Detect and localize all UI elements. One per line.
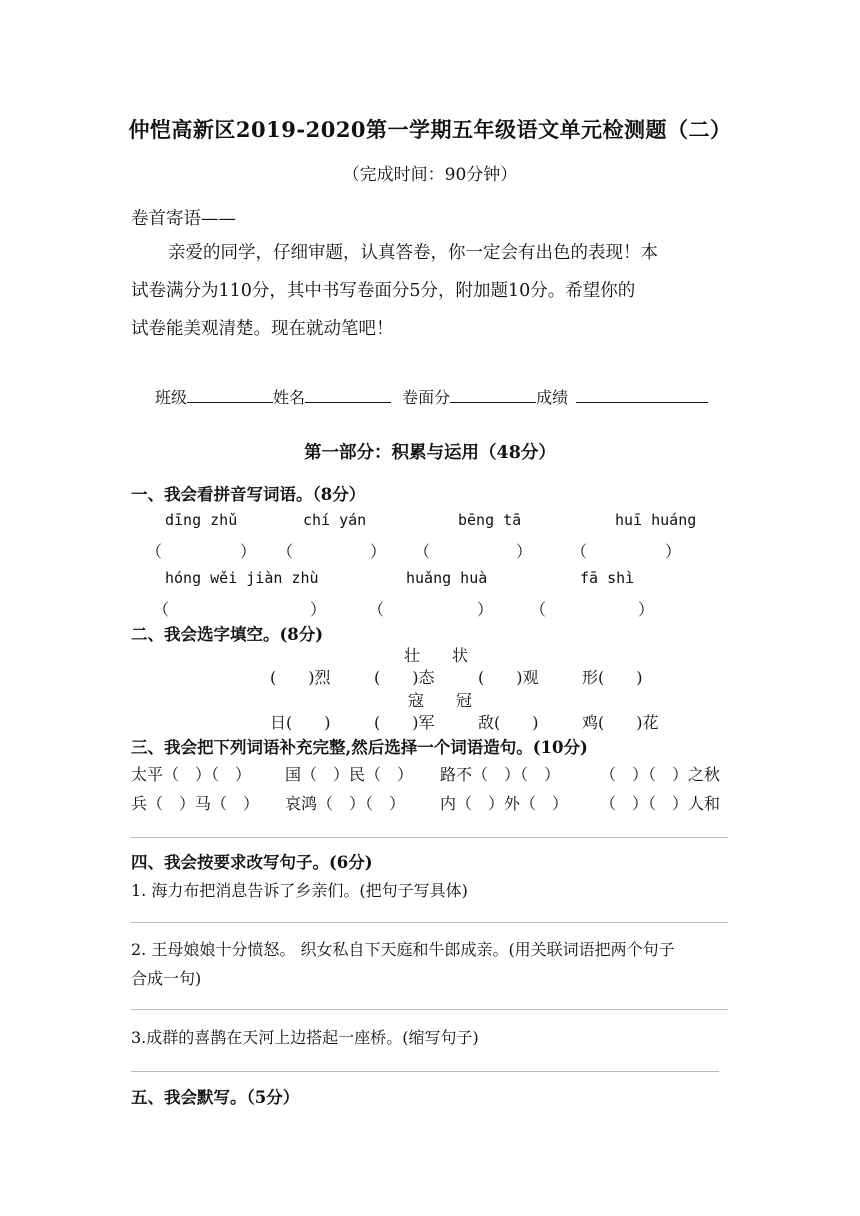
- answer-box-5-close: ）: [310, 600, 327, 619]
- q2-blank-1[interactable]: ( )烈: [270, 668, 331, 687]
- q2-choice-1: 壮 状: [404, 646, 469, 665]
- answer-box-6-close: ）: [477, 600, 494, 619]
- answer-box-7-open: （: [530, 600, 547, 619]
- q3-idiom-1[interactable]: 太平（ ）（ ）: [131, 765, 252, 784]
- q4-item-1: 1. 海力布把消息告诉了乡亲们。(把句子写具体): [131, 881, 468, 900]
- q2-choice-2: 寇 冠: [408, 691, 473, 710]
- score-label: 成绩: [536, 388, 569, 407]
- pinyin-5: hóng wěi jiàn zhù: [165, 569, 319, 587]
- q2-blank-7[interactable]: 敌( ): [478, 713, 539, 732]
- name-blank[interactable]: [305, 386, 391, 403]
- pinyin-7: fā shì: [580, 569, 635, 587]
- q2-blank-2[interactable]: ( )态: [374, 668, 435, 687]
- q2-blank-5[interactable]: 日( ): [270, 713, 331, 732]
- q3-idiom-7[interactable]: 内（ ）外（ ）: [440, 794, 569, 813]
- preface-heading: 卷首寄语——: [131, 209, 236, 229]
- pinyin-3: bēng tā: [458, 511, 522, 529]
- q4-item-2-line-2: 合成一句): [131, 969, 202, 988]
- exam-duration: （完成时间：90分钟）: [342, 165, 518, 185]
- q3-answer-line[interactable]: [131, 837, 728, 838]
- q4-heading: 四、我会按要求改写句子。(6分): [131, 853, 373, 872]
- class-label: 班级: [155, 388, 188, 407]
- answer-box-7-close: ）: [638, 600, 655, 619]
- neatness-label: 卷面分: [402, 388, 451, 407]
- answer-box-1-close: ）: [240, 542, 257, 561]
- exam-title: 仲恺高新区2019-2020第一学期五年级语文单元检测题（二）: [128, 117, 732, 142]
- preface-line-1: 亲爱的同学，仔细审题，认真答卷，你一定会有出色的表现！本: [168, 243, 658, 263]
- q4-item-3: 3.成群的喜鹊在天河上边搭起一座桥。(缩写句子): [131, 1028, 479, 1047]
- answer-box-4-open: （: [571, 542, 588, 561]
- q2-blank-8[interactable]: 鸡( )花: [582, 713, 659, 732]
- preface-line-2: 试卷满分为110分，其中书写卷面分5分，附加题10分。希望你的: [131, 281, 636, 301]
- q3-idiom-6[interactable]: 哀鸿（ ）（ ）: [285, 794, 406, 813]
- q1-heading: 一、我会看拼音写词语。（8分）: [131, 485, 366, 504]
- class-blank[interactable]: [187, 386, 273, 403]
- answer-box-3-close: ）: [516, 542, 533, 561]
- q2-blank-6[interactable]: ( )军: [374, 713, 435, 732]
- q3-idiom-8[interactable]: （ ）（ ）人和: [600, 794, 721, 813]
- score-blank[interactable]: [576, 386, 708, 403]
- name-label: 姓名: [273, 388, 306, 407]
- pinyin-2: chí yán: [303, 511, 367, 529]
- part1-title: 第一部分：积累与运用（48分）: [304, 443, 556, 463]
- answer-box-2-open: （: [277, 542, 294, 561]
- pinyin-1: dīng zhǔ: [165, 511, 238, 529]
- q2-heading: 二、我会选字填空。(8分): [131, 625, 324, 644]
- student-info-row: [155, 385, 708, 408]
- q4-item-1-answer-line[interactable]: [131, 922, 728, 923]
- q2-blank-3[interactable]: ( )观: [478, 668, 539, 687]
- answer-box-4-close: ）: [665, 542, 682, 561]
- q3-idiom-5[interactable]: 兵（ ）马（ ）: [131, 794, 260, 813]
- q4-item-2-line-1: 2. 王母娘娘十分愤怒。 织女私自下天庭和牛郎成亲。(用关联词语把两个句子: [131, 940, 675, 959]
- q3-heading: 三、我会把下列词语补充完整,然后选择一个词语造句。(10分): [131, 738, 588, 757]
- q3-idiom-4[interactable]: （ ）（ ）之秋: [600, 765, 721, 784]
- neatness-blank[interactable]: [450, 386, 536, 403]
- q2-blank-4[interactable]: 形( ): [582, 668, 643, 687]
- answer-box-3-open: （: [414, 542, 431, 561]
- pinyin-4: huī huáng: [615, 511, 697, 529]
- answer-box-1-open: （: [146, 542, 163, 561]
- q3-idiom-2[interactable]: 国（ ）民（ ）: [285, 765, 414, 784]
- q4-item-3-answer-line[interactable]: [131, 1071, 719, 1072]
- answer-box-2-close: ）: [370, 542, 387, 561]
- preface-line-3: 试卷能美观清楚。现在就动笔吧！: [131, 319, 394, 339]
- q5-heading: 五、我会默写。（5分）: [131, 1088, 300, 1107]
- q3-idiom-3[interactable]: 路不（ ）（ ）: [440, 765, 561, 784]
- q4-item-2-answer-line[interactable]: [131, 1009, 728, 1010]
- answer-box-6-open: （: [368, 600, 385, 619]
- pinyin-6: huǎng huà: [406, 569, 488, 587]
- answer-box-5-open: （: [153, 600, 170, 619]
